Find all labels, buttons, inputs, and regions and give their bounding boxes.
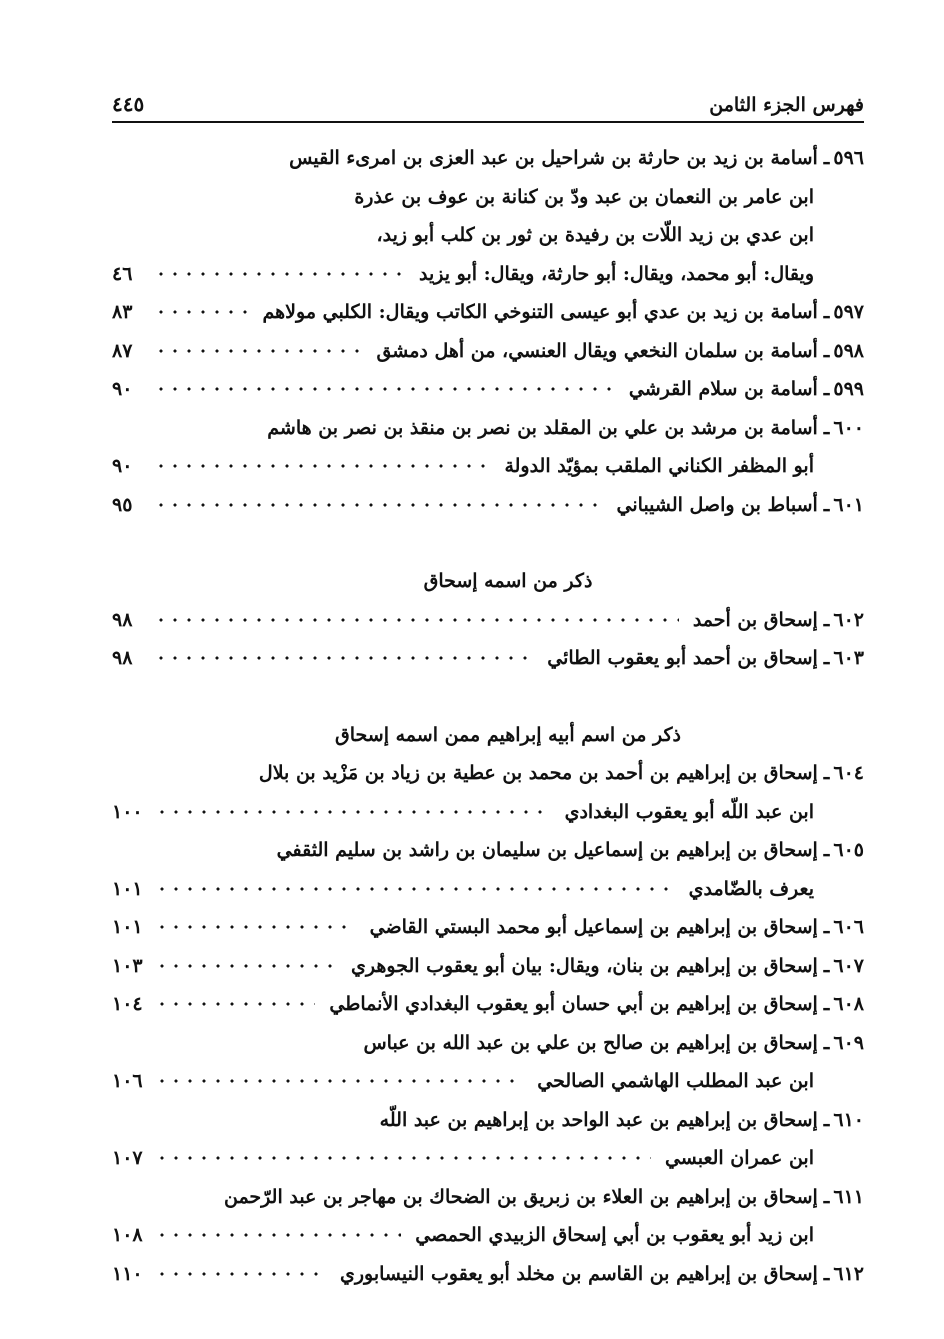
entry-number: ٥٩٧ [833,301,864,323]
entry-dash: ـ [823,1031,830,1054]
entry-text: إسحاق بن إبراهيم بن إسماعيل بن سليمان بن راشد بن سليم الثقفي [276,839,818,861]
dot-leader [154,384,615,394]
dot-leader [155,999,316,1009]
entry-text: أسامة بن زيد بن حارثة بن شراحيل بن عبد العزى بن امرىء القيس [289,147,818,169]
dot-leader [155,1153,651,1163]
dot-leader [154,346,362,356]
entry-number: ٦٠١ [833,493,864,516]
page-reference: ١٠٠ [112,800,143,823]
entry-text: إسحاق بن إبراهيم بن العلاء بن زبريق بن الضحاك بن مهاجر بن عبد الرّحمن [223,1185,818,1208]
entry-text: أبو المظفر الكناني الملقب بمؤيّد الدولة [504,455,814,477]
dot-leader [154,461,490,471]
entry-text: أسامة بن زيد بن عدي أبو عيسى التنوخي الكاتب ويقال: الكلبي مولاهم [262,301,818,323]
entry-text: ابن عبد اللّه أبو يعقوب البغدادي [564,800,814,823]
entry-number: ٦٠٢ [833,608,864,631]
entry-dash: ـ [823,954,830,977]
entry-dash: ـ [823,916,830,938]
entry-number: ٦٠٩ [833,1031,864,1054]
page-reference: ٩٨ [112,608,133,631]
entry-text: إسحاق بن إبراهيم بن القاسم بن مخلد أبو يعقوب النيسابوري [339,1262,818,1285]
dot-leader [154,500,603,510]
entry-dash: ـ [823,493,830,516]
entry-text: أسامة بن سلام القرشي [628,378,818,400]
section-heading: ذكر من اسم أبيه إبراهيم ممن اسمه إسحاق [335,723,681,746]
entry-dash: ـ [823,301,830,323]
entry-number: ٦١٠ [833,1108,864,1131]
page-reference: ١٠٣ [112,954,143,977]
index-entry [112,1178,864,1217]
page-reference: ١٠٧ [112,1147,143,1169]
index-list [112,139,864,1293]
index-entry [112,293,864,332]
entry-text: إسحاق بن إبراهيم بن أبي حسان أبو يعقوب البغدادي الأنماطي [329,993,818,1015]
entry-dash: ـ [823,993,830,1015]
dot-leader [154,307,249,317]
index-entry [112,831,864,870]
entry-text: إسحاق بن إبراهيم بن عبد الواحد بن إبراهيم بن عبد اللّه [379,1108,818,1131]
entry-dash: ـ [823,762,830,784]
index-entry [112,139,864,178]
entry-number: ٦٠٤ [833,762,864,784]
index-entry [112,486,864,525]
entry-text: إسحاق بن أحمد [692,608,818,631]
index-entry-continuation [112,793,864,832]
entry-text: ابن عامر بن النعمان بن عبد ودّ بن كنانة بن عوف بن عذرة [354,185,814,208]
entry-text: ويقال: أبو محمد، ويقال: أبو حارثة، ويقال: أبو يزيد [419,262,814,285]
entry-dash: ـ [823,147,830,169]
index-entry [112,601,864,640]
page-reference: ١٠٨ [112,1224,143,1246]
index-entry [112,754,864,793]
entry-number: ٦٠٨ [833,993,864,1015]
page-reference: ١٠١ [112,877,143,900]
page-reference: ٨٧ [112,339,133,362]
index-entry-continuation [112,1216,864,1255]
entry-number: ٥٩٦ [833,147,864,169]
index-entry [112,947,864,986]
entry-text: أسباط بن واصل الشيباني [616,493,818,516]
entry-number: ٥٩٩ [833,378,864,400]
entry-text: إسحاق بن إبراهيم بن بنان، ويقال: بيان أبو يعقوب الجوهري [351,954,818,977]
page-reference: ٩٠ [112,455,133,477]
index-entry [112,908,864,947]
dot-leader [154,653,533,663]
index-entry-continuation [112,870,864,909]
entry-number: ٦٠٠ [833,416,864,439]
page-reference: ٩٠ [112,378,133,400]
entry-text: أسامة بن سلمان النخعي ويقال العنسي، من أهل دمشق [376,339,818,362]
dot-leader [155,961,337,971]
section-heading: ذكر من اسمه إسحاق [423,570,593,592]
dot-leader [155,1269,326,1279]
entry-number: ٦١٢ [833,1262,864,1285]
page-reference: ١٠٦ [112,1070,143,1092]
entry-dash: ـ [823,608,830,631]
entry-text: إسحاق بن إبراهيم بن أحمد بن محمد بن عطية بن زياد بن مَزْيد بن بلال [258,762,818,784]
entry-dash: ـ [823,1108,830,1131]
index-entry-continuation [112,255,864,294]
index-entry [112,370,864,409]
dot-leader [154,615,679,625]
page-number: ٤٤٥ [112,92,145,116]
page-reference: ٩٨ [112,647,133,669]
entry-number: ٦٠٧ [833,954,864,977]
running-title: فهرس الجزء الثامن [709,94,864,116]
index-entry-continuation [112,216,864,255]
entry-text: ابن زيد أبو يعقوب بن أبي إسحاق الزبيدي الحمصي [415,1224,814,1246]
entry-dash: ـ [823,647,830,669]
entry-text: ابن عدي بن زيد اللّات بن رفيدة بن ثور بن كلب أبو زيد، [376,224,814,246]
dot-leader [155,807,551,817]
dot-leader [155,1230,402,1240]
entry-text: إسحاق بن إبراهيم بن صالح بن علي بن عبد الله بن عباس [363,1031,818,1054]
entry-number: ٥٩٨ [833,339,864,362]
section-spacer [112,678,864,716]
entry-dash: ـ [823,839,830,861]
header-rule [112,121,864,123]
dot-leader [154,269,405,279]
index-entry-continuation [112,1062,864,1101]
entry-dash: ـ [823,1262,830,1285]
entry-number: ٦٠٣ [833,647,864,669]
entry-dash: ـ [823,1185,830,1208]
entry-text: ابن عبد المطلب الهاشمي الصالحي [537,1070,814,1092]
index-entry-continuation [112,1139,864,1178]
page-header [112,82,864,116]
entry-text: إسحاق بن إبراهيم بن إسماعيل أبو محمد البستي القاضي [369,916,818,938]
index-entry [112,639,864,678]
page-reference: ٨٣ [112,301,133,323]
page-reference: ٩٥ [112,493,133,516]
entry-number: ٦١١ [833,1185,864,1208]
index-entry [112,1101,864,1140]
section-spacer [112,524,864,562]
entry-number: ٦٠٥ [833,839,864,861]
page-reference: ١٠١ [112,916,143,938]
dot-leader [155,884,675,894]
entry-dash: ـ [823,378,830,400]
entry-text: أسامة بن مرشد بن علي بن المقلد بن نصر بن منقذ بن نصر بن هاشم [267,416,818,439]
page-reference: ٤٦ [112,262,133,285]
index-entry-continuation [112,178,864,217]
entry-dash: ـ [823,339,830,362]
index-entry [112,409,864,448]
dot-leader [155,922,356,932]
index-entry [112,332,864,371]
page-reference: ١١٠ [112,1262,143,1285]
index-entry-continuation [112,447,864,486]
index-entry [112,985,864,1024]
entry-dash: ـ [823,416,830,439]
entry-text: ابن عمران العبسي [664,1147,814,1169]
entry-text: يعرف بالضّامدي [688,877,814,900]
dot-leader [155,1076,524,1086]
index-entry [112,1255,864,1294]
entry-text: إسحاق بن أحمد أبو يعقوب الطائي [547,647,818,669]
index-entry [112,1024,864,1063]
entry-number: ٦٠٦ [833,916,864,938]
page-reference: ١٠٤ [112,993,143,1015]
